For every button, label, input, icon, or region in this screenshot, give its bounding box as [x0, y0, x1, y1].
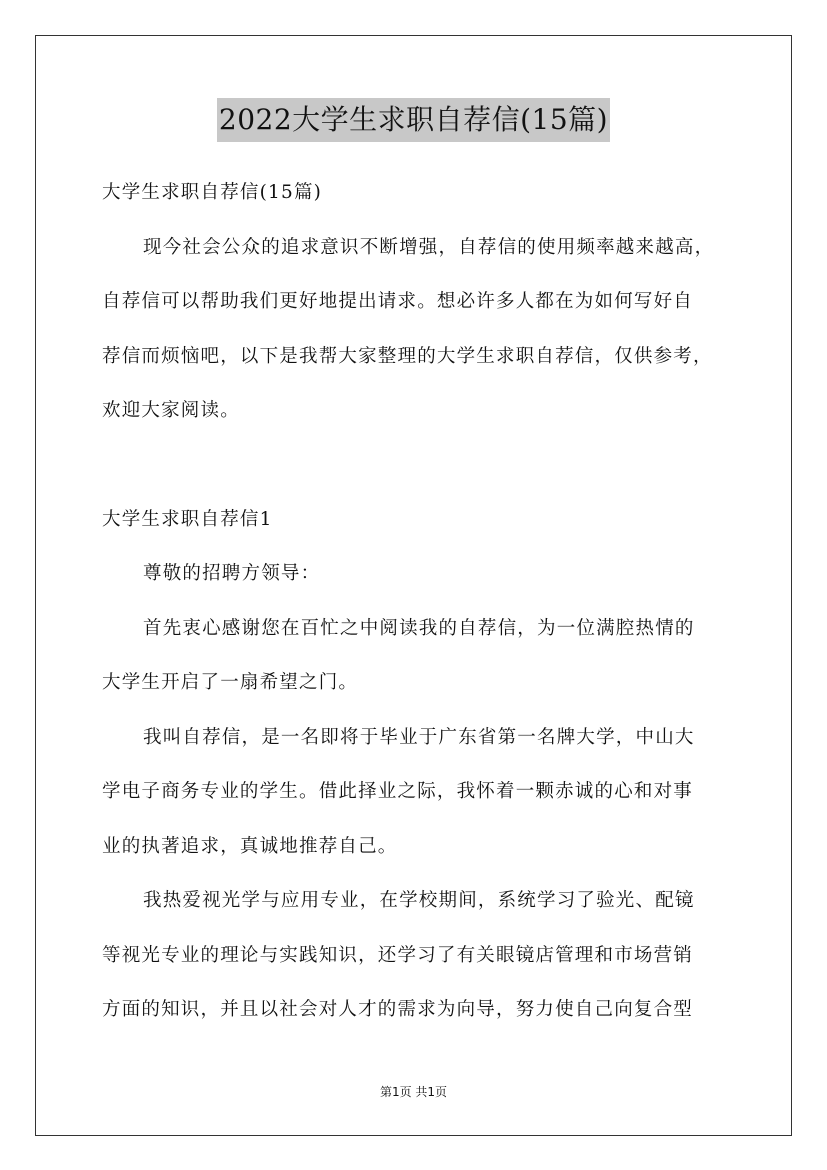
- intro-line: 荐信而烦恼吧，以下是我帮大家整理的大学生求职自荐信，仅供参考，: [102, 345, 713, 367]
- blank-line: [102, 439, 738, 493]
- section-heading: 大学生求职自荐信1: [102, 508, 273, 530]
- subtitle: 大学生求职自荐信(15篇): [102, 182, 323, 203]
- paragraph-line: 我叫自荐信，是一名即将于毕业于广东省第一名牌大学，中山大: [143, 726, 695, 748]
- paragraph-line: 学电子商务专业的学生。借此择业之际，我怀着一颗赤诚的心和对事: [102, 781, 694, 802]
- paragraph-line: 我热爱视光学与应用专业，在学校期间，系统学习了验光、配镜: [143, 890, 695, 911]
- paragraph-line: 首先衷心感谢您在百忙之中阅读我的自荐信，为一位满腔热情的: [143, 617, 695, 639]
- title-container: [0, 98, 827, 142]
- document-title: 2022大学生求职自荐信(15篇): [217, 98, 610, 142]
- paragraph-line: 业的执著追求，真诚地推荐自己。: [102, 835, 398, 857]
- paragraph-line: 等视光专业的理论与实践知识，还学习了有关眼镜店管理和市场营销: [102, 944, 694, 966]
- intro-line: 自荐信可以帮助我们更好地提出请求。想必许多人都在为如何写好自: [102, 291, 694, 312]
- paragraph-line: 方面的知识，并且以社会对人才的需求为向导，努力使自己向复合型: [102, 999, 694, 1020]
- paragraph-line: 大学生开启了一扇希望之门。: [102, 672, 359, 693]
- intro-line: 欢迎大家阅读。: [102, 400, 240, 421]
- intro-line: 现今社会公众的追求意识不断增强，自荐信的使用频率越来越高，: [143, 236, 715, 258]
- page-number: 第1页 共1页: [379, 1085, 448, 1099]
- salutation: 尊敬的招聘方领导：: [143, 563, 321, 584]
- document-body: [102, 166, 738, 1038]
